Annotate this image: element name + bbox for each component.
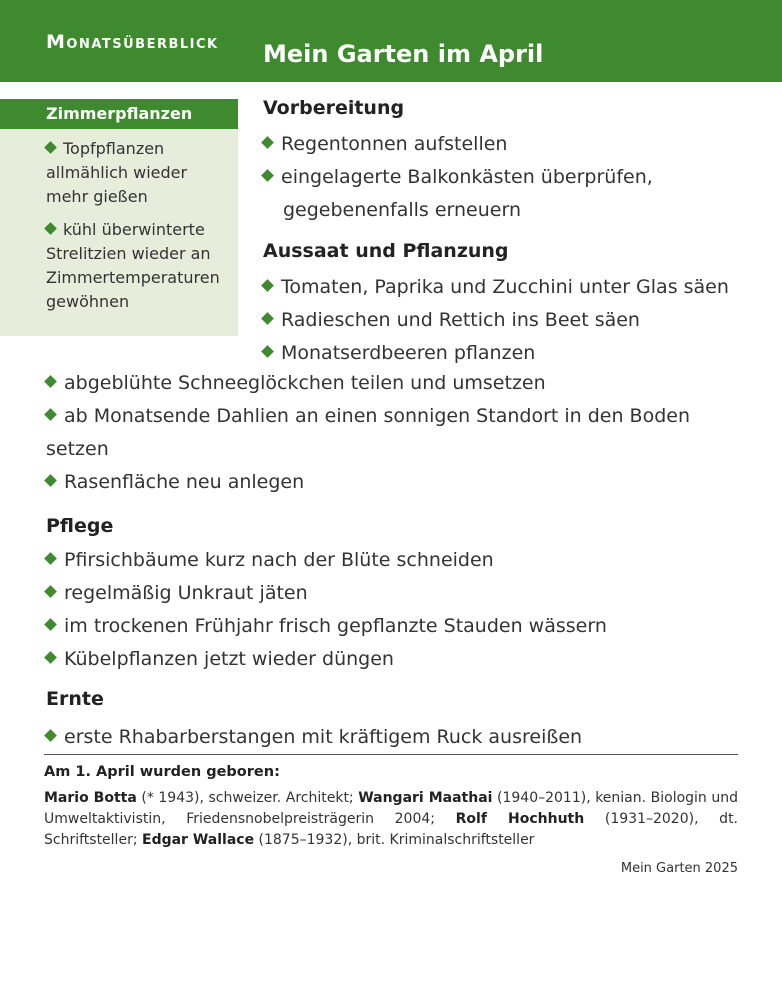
diamond-bullet-icon	[44, 222, 57, 235]
page-title: Mein Garten im April	[263, 40, 544, 68]
list-item: Monatserdbeeren pflanzen	[263, 337, 763, 370]
divider-rule	[44, 754, 738, 755]
diamond-bullet-icon	[261, 169, 274, 182]
diamond-bullet-icon	[44, 651, 57, 664]
diamond-bullet-icon	[44, 375, 57, 388]
diamond-bullet-icon	[261, 279, 274, 292]
page-footer: Mein Garten 2025	[620, 861, 738, 876]
full-width-list	[46, 367, 746, 754]
list-item: ab Monatsende Dahlien an einen sonnigen Standort in den Boden setzen	[46, 405, 691, 460]
diamond-bullet-icon	[44, 552, 57, 565]
sidebar-title: Zimmerpflanzen	[0, 99, 238, 129]
sidebar-box	[0, 99, 238, 336]
sidebar-item: kühl überwinterte Strelitzien wieder an Zimmertemperaturen gewöhnen	[46, 220, 220, 311]
list-item-continuation: gegebenenfalls erneuern	[283, 199, 522, 221]
diamond-bullet-icon	[261, 136, 274, 149]
list-item: im trockenen Frühjahr frisch gepflanzte Stauden wässern	[46, 610, 746, 643]
diamond-bullet-icon	[44, 474, 57, 487]
sidebar-item: Topfpflanzen allmählich wieder mehr gießen	[46, 139, 188, 206]
list-item: erste Rhabarberstangen mit kräftigem Ruck ausreißen	[46, 721, 746, 754]
section-title-vorbereitung: Vorbereitung	[263, 97, 405, 119]
diamond-bullet-icon	[44, 141, 57, 154]
main-column	[263, 94, 763, 370]
section-title-pflege: Pflege	[46, 515, 114, 537]
person-info: (1875–1932), brit. Kriminalschriftsteller	[254, 832, 535, 848]
person-info: (* 1943), schweizer. Architekt;	[136, 790, 359, 806]
page-header	[0, 0, 782, 82]
diamond-bullet-icon	[261, 312, 274, 325]
list-item: Regentonnen aufstellen	[263, 128, 763, 161]
diamond-bullet-icon	[44, 408, 57, 421]
list-item: abgeblühte Schneeglöckchen teilen und umsetzen	[46, 367, 746, 400]
person-info: (1931–2020), dt. Schriftsteller;	[44, 811, 739, 848]
birthdays-title: Am 1. April wurden geboren:	[44, 764, 280, 780]
diamond-bullet-icon	[44, 618, 57, 631]
diamond-bullet-icon	[44, 729, 57, 742]
diamond-bullet-icon	[261, 345, 274, 358]
section-title-ernte: Ernte	[46, 688, 104, 710]
person-name: Mario Botta	[44, 790, 137, 806]
list-item: Radieschen und Rettich ins Beet säen	[263, 304, 763, 337]
list-item: regelmäßig Unkraut jäten	[46, 577, 746, 610]
list-item: Kübelpflanzen jetzt wieder düngen	[46, 643, 746, 676]
list-item: Rasenfläche neu anlegen	[46, 466, 746, 499]
person-name: Wangari Maathai	[358, 790, 493, 806]
person-info: (1940–2011), kenian. Biologin und Umweltaktivistin, Friedensnobelpreisträgerin 2004;	[44, 790, 738, 827]
list-item: eingelagerte Balkonkästen überprüfen,	[263, 161, 763, 194]
person-name: Edgar Wallace	[142, 832, 255, 848]
diamond-bullet-icon	[44, 585, 57, 598]
birthdays-text	[44, 788, 738, 851]
list-item: Tomaten, Paprika und Zucchini unter Glas säen	[263, 271, 763, 304]
section-title-aussaat: Aussaat und Pflanzung	[263, 240, 509, 262]
person-name: Rolf Hochhuth	[455, 811, 585, 827]
list-item: Pfirsichbäume kurz nach der Blüte schneiden	[46, 544, 746, 577]
section-kicker: Monatsüberblick	[46, 31, 219, 53]
